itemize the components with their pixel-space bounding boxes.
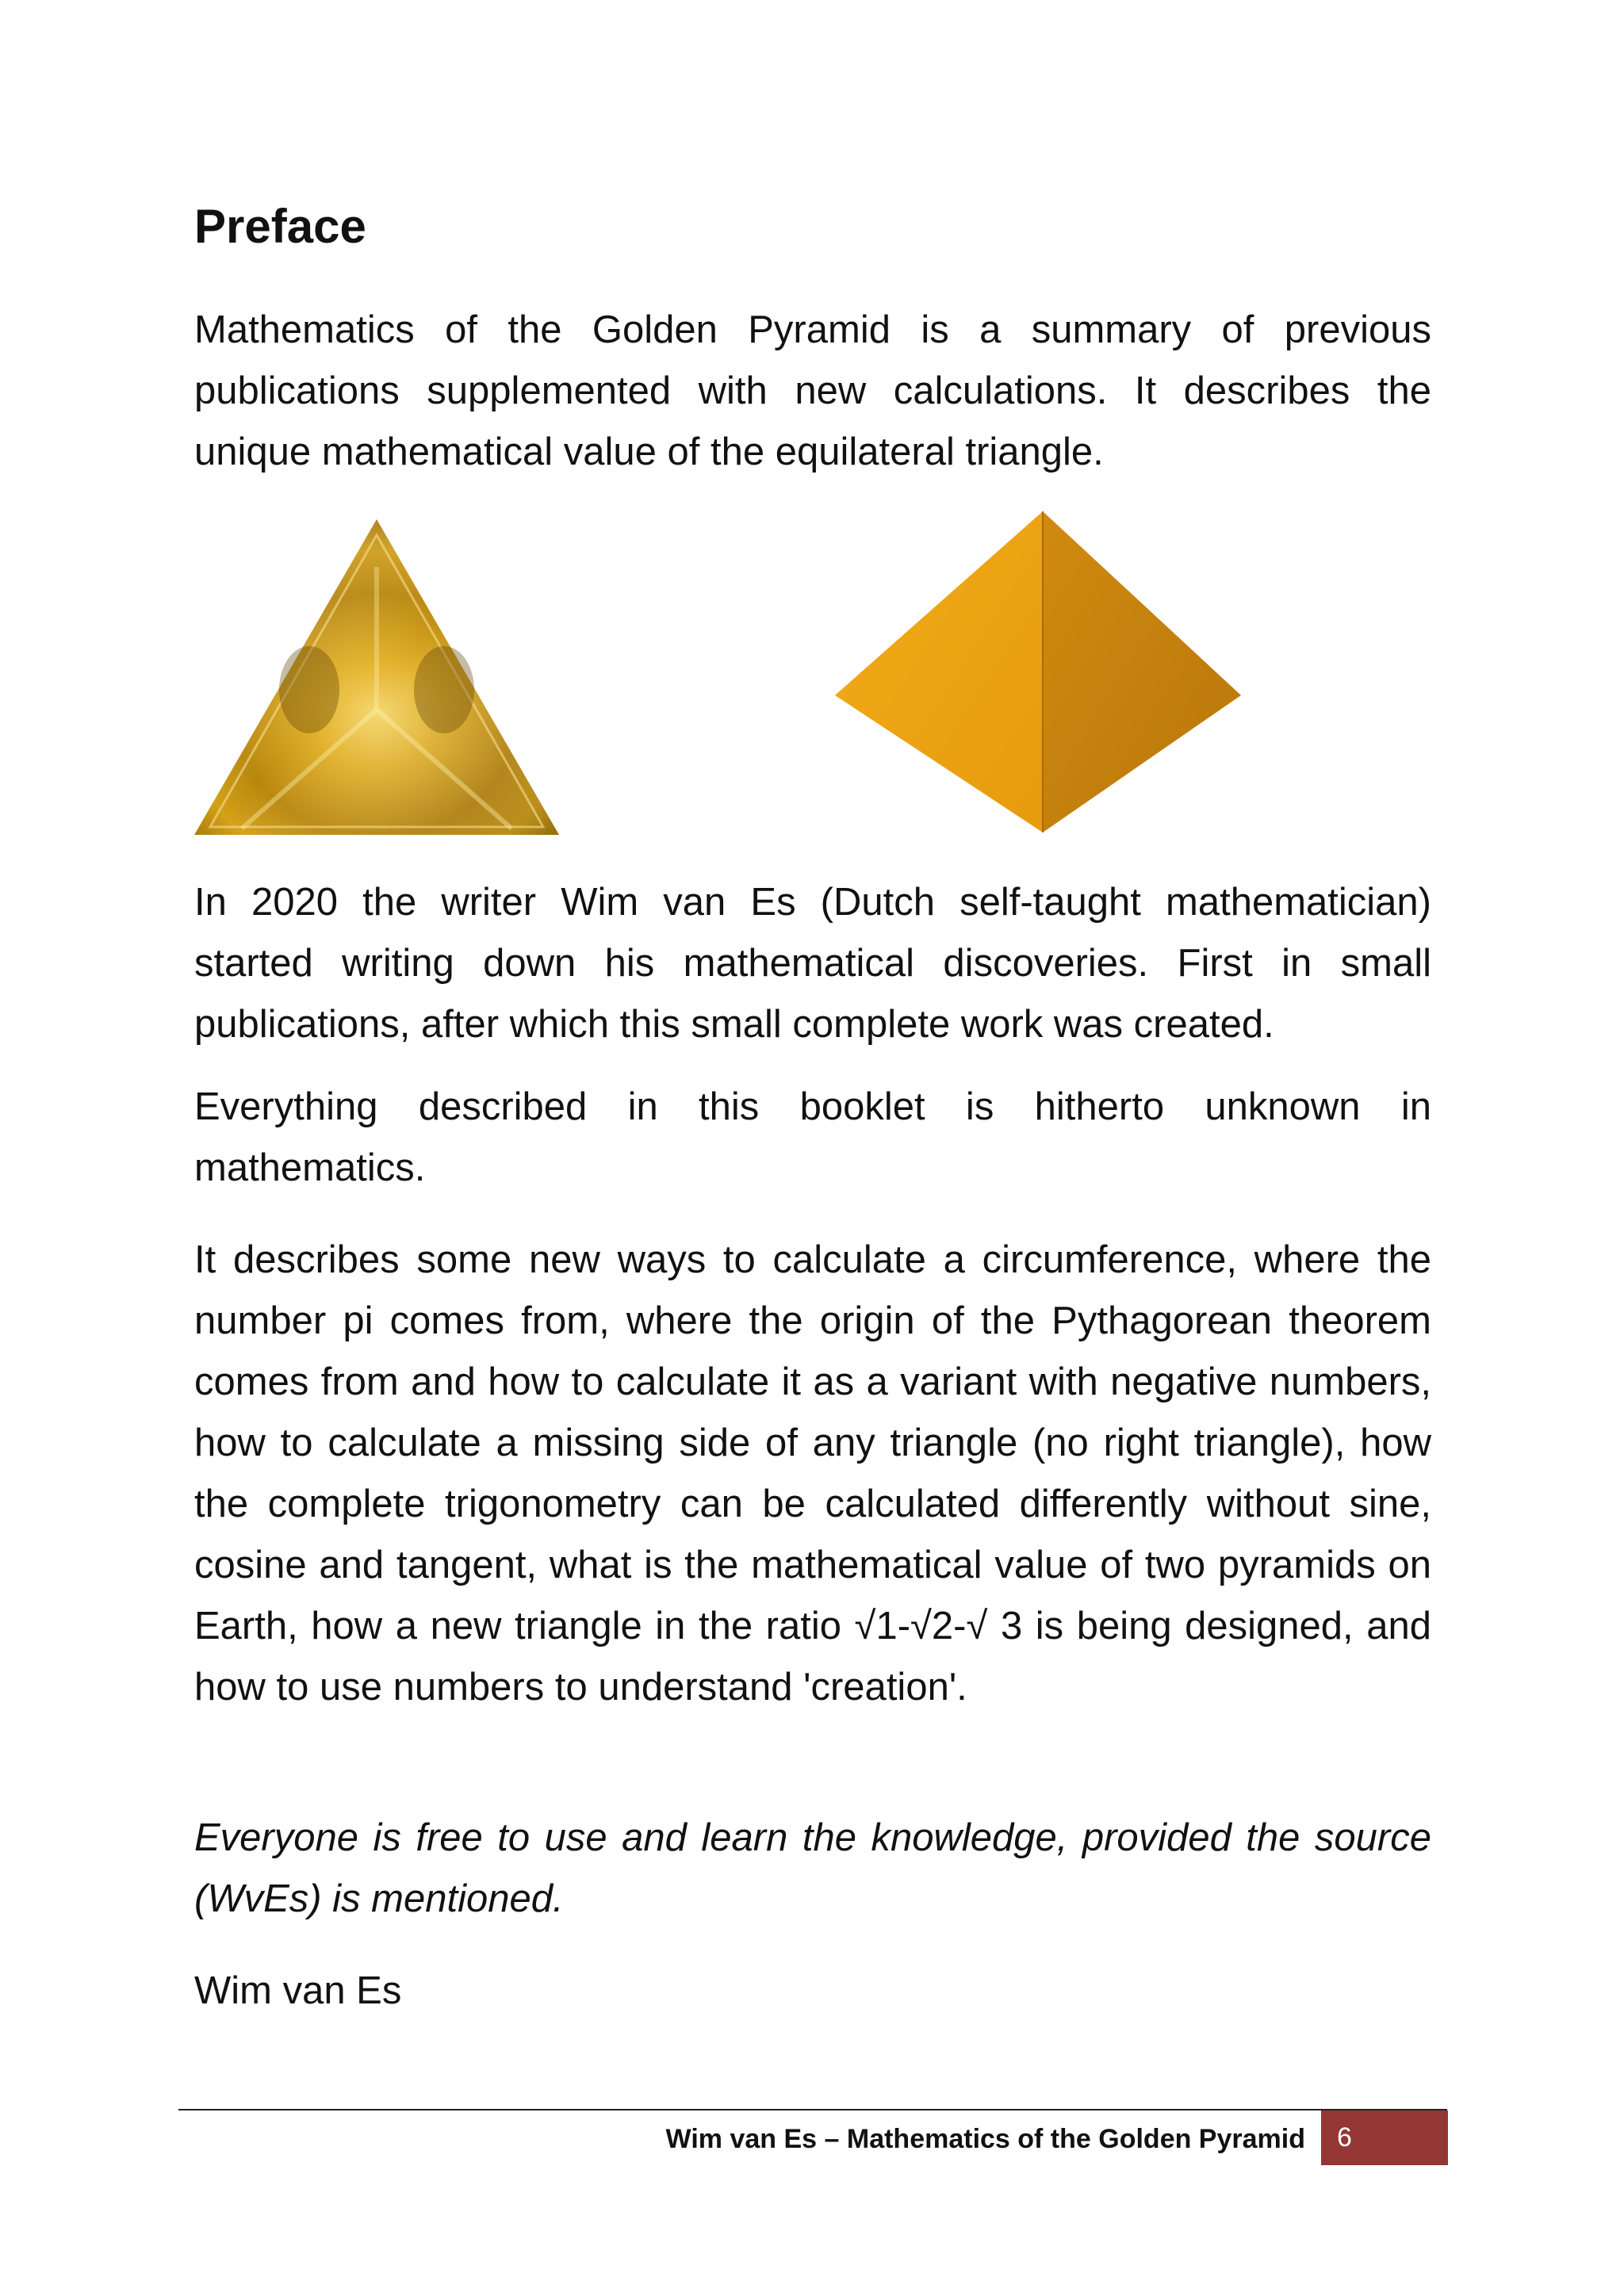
page-title: Preface	[194, 200, 366, 253]
signature: Wim van Es	[194, 1969, 402, 2012]
license-paragraph: Everyone is free to use and learn the knowledge, provided the source (WvEs) is mentioned.	[194, 1816, 1431, 1920]
golden-triangle-image	[194, 519, 559, 835]
page-number: 6	[1321, 2110, 1448, 2165]
golden-pyramid-image	[835, 511, 1241, 832]
content-paragraph: It describes some new ways to calculate a circumference, where the number pi comes from, where the origin of the Pythagorean theorem comes from and how to calculate it as a variant with negative numbers, how to calculate a missing side of any triangle (no right triangle), how the complete trigonometry can be calculated differently without sine, cosine and tangent, what is the mathematical value of two pyramids on Earth, how a new triangle in the ratio √1-√2-√ 3 is being designed, and how to use numbers to understand 'creation'.	[194, 1238, 1431, 1709]
footer-title: Wim van Es – Mathematics of the Golden Pyramid	[665, 2124, 1305, 2154]
unknown-paragraph: Everything described in this booklet is hitherto unknown in mathematics.	[194, 1085, 1431, 1189]
intro-paragraph: Mathematics of the Golden Pyramid is a summary of previous publications supplemented with new calculations. It describes the unique mathematical value of the equilateral triangle.	[194, 308, 1431, 473]
footer-divider	[178, 2109, 1447, 2110]
history-paragraph: In 2020 the writer Wim van Es (Dutch self-taught mathematician) started writing down his mathematical discoveries. First in small publications, after which this small complete work was created.	[194, 881, 1431, 1046]
